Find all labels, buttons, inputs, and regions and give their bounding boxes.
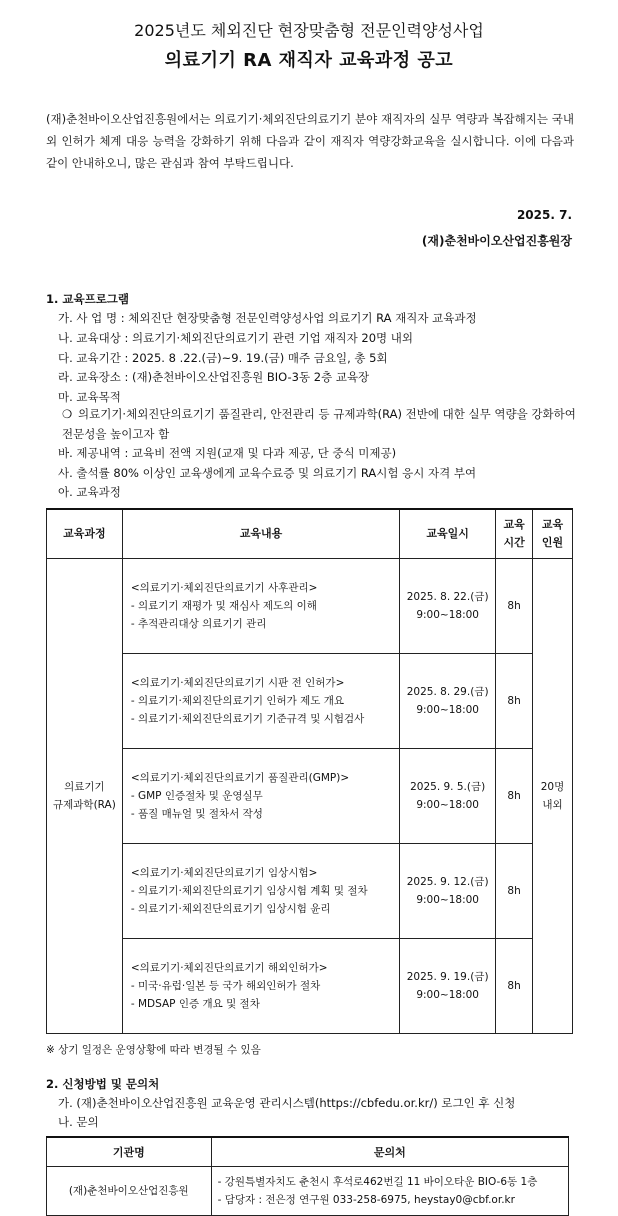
contact-org: (재)춘천바이오산업진흥원 (47, 1167, 212, 1216)
course-table (46, 508, 573, 1034)
apply-method: 가. (재)춘천바이오산업진흥원 교육운영 관리시스템(https://cbfedu.or.kr/) 로그인 후 신청 (58, 1096, 516, 1110)
program-item-location: 라. 교육장소 : (재)춘천바이오산업진흥원 BIO-3동 2층 교육장 (58, 370, 370, 384)
table-row (47, 939, 573, 1034)
table-row (47, 559, 573, 654)
program-item-curriculum-label: 아. 교육과정 (58, 485, 121, 499)
circle-bullet-icon: ❍ (62, 407, 73, 421)
header-contact: 문의처 (211, 1137, 568, 1167)
contact-info (211, 1167, 568, 1216)
notice-date: 2025. 7. (516, 208, 572, 222)
header-date: 교육일시 (400, 509, 496, 559)
header-hours: 교육 시간 (496, 509, 533, 559)
table-row (47, 1167, 569, 1216)
course-table-header-row (47, 509, 573, 559)
program-purpose (62, 404, 582, 444)
header-org: 기관명 (47, 1137, 212, 1167)
project-subtitle: 2025년도 체외진단 현장맞춤형 전문인력양성사업 (134, 21, 484, 40)
course-people: 20명 내외 (533, 559, 573, 1034)
program-item-target: 나. 교육대상 : 의료기기·체외진단의료기기 관련 기업 재직자 20명 내외 (58, 331, 414, 345)
course-content: <의료기기·체외진단의료기기 임상시험> - 의료기기·체외진단의료기기 임상시험 계획 및 절차 - 의료기기·체외진단의료기기 임상시험 윤리 (122, 844, 399, 939)
course-hours: 8h (496, 749, 533, 844)
intro-paragraph: (재)춘천바이오산업진흥원에서는 의료기기·체외진단의료기기 분야 재직자의 실무 역량과 복잡해지는 국내외 인허가 체계 대응 능력을 강화하기 위해 다음과 같이 재직자 역량강화교육을 실시합니다. 이에 다음과 같이 안내하오니, 많은 관심과 참여 부탁드립니다. (46, 112, 574, 170)
course-content: <의료기기·체외진단의료기기 품질관리(GMP)> - GMP 인증절차 및 운영실무 - 품질 매뉴얼 및 절차서 작성 (122, 749, 399, 844)
inquiry-label: 나. 문의 (58, 1115, 99, 1129)
program-item-project-name: 가. 사 업 명 : 체외진단 현장맞춤형 전문인력양성사업 의료기기 RA 재직자 교육과정 (58, 311, 477, 325)
header-content: 교육내용 (122, 509, 399, 559)
course-hours: 8h (496, 654, 533, 749)
program-item-benefits: 바. 제공내역 : 교육비 전액 지원(교재 및 다과 제공, 단 중식 미제공) (58, 446, 397, 460)
program-item-purpose-label: 마. 교육목적 (58, 390, 121, 404)
issuing-organization: (재)춘천바이오산업진흥원장 (421, 234, 572, 248)
contact-address: - 강원특별자치도 춘천시 후석로462번길 11 바이오타운 BIO-6동 1층 (217, 1176, 538, 1188)
section-1-title: 1. 교육프로그램 (46, 292, 130, 306)
table-row (47, 654, 573, 749)
course-date: 2025. 8. 29.(금) 9:00~18:00 (400, 654, 496, 749)
course-date: 2025. 8. 22.(금) 9:00~18:00 (400, 559, 496, 654)
course-content: <의료기기·체외진단의료기기 해외인허가> - 미국·유럽·일본 등 국가 해외인허가 절차 - MDSAP 인증 개요 및 절차 (122, 939, 399, 1034)
notice-title: 의료기기 RA 재직자 교육과정 공고 (164, 50, 454, 71)
section-2-title: 2. 신청방법 및 문의처 (46, 1077, 160, 1091)
program-item-period: 다. 교육기간 : 2025. 8 .22.(금)~9. 19.(금) 매주 금요일, 총 5회 (58, 351, 388, 365)
purpose-text: 의료기기·체외진단의료기기 품질관리, 안전관리 등 규제과학(RA) 전반에 대한 실무 역량을 강화하여 전문성을 높이고자 함 (62, 407, 576, 441)
table-row (47, 749, 573, 844)
header-course: 교육과정 (47, 509, 123, 559)
contact-table (46, 1136, 569, 1216)
course-hours: 8h (496, 844, 533, 939)
course-date: 2025. 9. 5.(금) 9:00~18:00 (400, 749, 496, 844)
contact-table-header-row (47, 1137, 569, 1167)
course-content: <의료기기·체외진단의료기기 시판 전 인허가> - 의료기기·체외진단의료기기 인허가 제도 개요 - 의료기기·체외진단의료기기 기준규격 및 시험검사 (122, 654, 399, 749)
course-hours: 8h (496, 559, 533, 654)
table-row (47, 844, 573, 939)
program-item-certificate: 사. 출석률 80% 이상인 교육생에게 교육수료증 및 의료기기 RA시험 응시 자격 부여 (58, 466, 477, 480)
course-content: <의료기기·체외진단의료기기 사후관리> - 의료기기 재평가 및 재심사 제도의 이해 - 추적관리대상 의료기기 관리 (122, 559, 399, 654)
course-hours: 8h (496, 939, 533, 1034)
schedule-note: ※ 상기 일정은 운영상황에 따라 변경될 수 있음 (46, 1044, 261, 1056)
course-date: 2025. 9. 12.(금) 9:00~18:00 (400, 844, 496, 939)
course-date: 2025. 9. 19.(금) 9:00~18:00 (400, 939, 496, 1034)
contact-manager: - 담당자 : 전은정 연구원 033-258-6975, heystay0@cbf.or.kr (217, 1194, 515, 1206)
header-people: 교육 인원 (533, 509, 573, 559)
course-name: 의료기기 규제과학(RA) (47, 559, 123, 1034)
